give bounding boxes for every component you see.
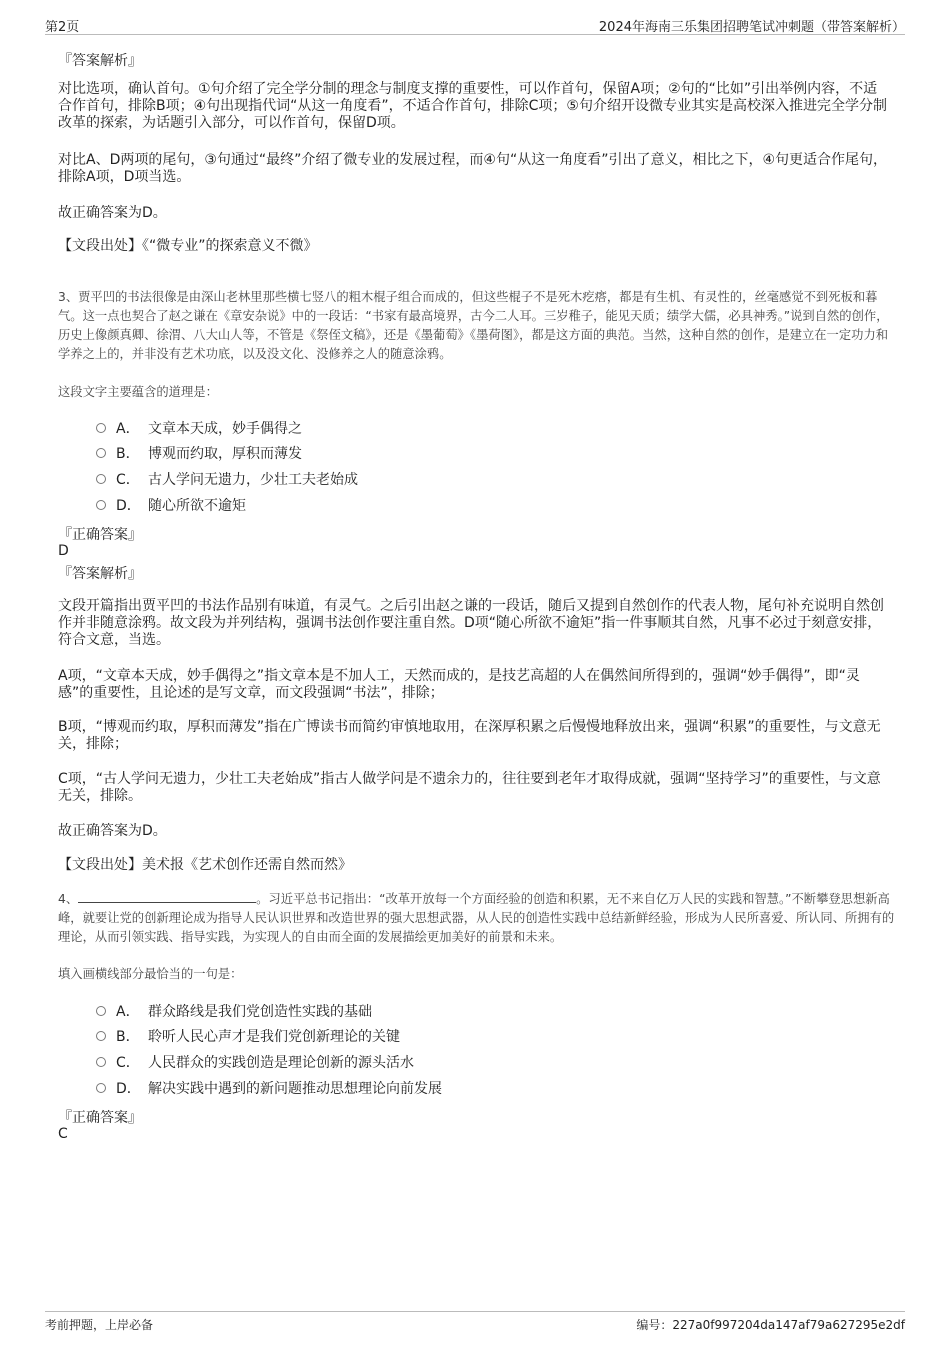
- q3-option-d[interactable]: D． 随心所欲不逾矩: [96, 495, 246, 515]
- page-number: 第2页: [45, 20, 80, 35]
- radio-icon[interactable]: [96, 423, 106, 433]
- footer-slogan: 考前押题，上岸必备: [45, 1318, 154, 1332]
- q4-option-b[interactable]: B． 聆听人民心声才是我们党创新理论的关键: [96, 1026, 400, 1046]
- radio-icon[interactable]: [96, 500, 106, 510]
- q3-option-a[interactable]: A． 文章本天成，妙手偶得之: [96, 418, 302, 438]
- q4-option-c[interactable]: C． 人民群众的实践创造是理论创新的源头活水: [96, 1052, 414, 1072]
- page-header: [45, 14, 905, 35]
- radio-icon[interactable]: [96, 1083, 106, 1093]
- q3-answer-statement: 故正确答案为D。: [58, 823, 167, 839]
- q2-analysis-label: 『答案解析』: [58, 53, 142, 69]
- q4-correct-answer: C: [58, 1126, 68, 1142]
- q3-analysis-label: 『答案解析』: [58, 566, 142, 582]
- q3-correct-answer: D: [58, 543, 69, 559]
- radio-icon[interactable]: [96, 474, 106, 484]
- document-code: 编号：227a0f997204da147af79a627295e2df: [636, 1318, 905, 1332]
- q3-source: 【文段出处】美术报《艺术创作还需自然而然》: [58, 857, 352, 873]
- q4-stem: 4、 。习近平总书记指出：“改革开放每一个方面经验的创造和积累，无不来自亿万人民的实践和智慧。”不断攀登思想新高峰，就要让党的创新理论成为指导人民认识世界和改造世界的强大思想武器，从人民的创造性实践中总结新鲜经验，形成为人民所喜爱、所认同、所拥有的理论，从而引领实践、指导实践，为实现人的自由而全面的发展描绘更加美好的前景和未来。: [58, 892, 895, 944]
- q4-option-a[interactable]: A． 群众路线是我们党创造性实践的基础: [96, 1001, 372, 1021]
- page-footer: [45, 1311, 905, 1336]
- radio-icon[interactable]: [96, 1057, 106, 1067]
- radio-icon[interactable]: [96, 1006, 106, 1016]
- radio-icon[interactable]: [96, 448, 106, 458]
- q2-analysis-para-1: 对比选项，确认首句。①句介绍了完全学分制的理念与制度支撑的重要性，可以作首句，保留A项；②句的“比如”引出举例内容，不适合作首句，排除B项；④句出现指代词“从这一角度看”，不适合作首句，排除C项；⑤句介绍开设微专业其实是高校深入推进完全学分制改革的探索，为话题引入部分，可以作首句，保留D项。: [58, 81, 887, 131]
- q3-stem: 3、贾平凹的书法很像是由深山老林里那些横七竖八的粗木棍子组合而成的，但这些棍子不是死木疙瘩，都是有生机、有灵性的，丝毫感觉不到死板和暮气。这一点也契合了赵之谦在《章安杂说》中的一段话：“书家有最高境界，古今二人耳。三岁稚子，能见天质；绩学大儒，必具神秀。”说到自然的创作，历史上像颜真卿、徐渭、八大山人等，不管是《祭侄文稿》，还是《墨葡萄》《墨荷图》，都是这方面的典范。当然，这种自然的创作，是建立在一定功力和学养之上的，并非没有艺术功底，以及没文化、没修养之人的随意涂鸦。: [58, 290, 889, 361]
- document-title: 2024年海南三乐集团招聘笔试冲刺题（带答案解析）: [598, 20, 905, 35]
- q3-prompt: 这段文字主要蕴含的道理是：: [58, 385, 218, 399]
- q4-prompt: 填入画横线部分最恰当的一句是：: [58, 967, 243, 981]
- radio-icon[interactable]: [96, 1031, 106, 1041]
- q2-analysis-para-2: 对比A、D两项的尾句，③句通过“最终”介绍了微专业的发展过程，而④句“从这一角度看”引出了意义，相比之下，④句更适合作尾句，排除A项，D项当选。: [58, 152, 888, 185]
- q3-correct-label: 『正确答案』: [58, 527, 142, 543]
- q3-option-c[interactable]: C． 古人学问无遗力，少壮工夫老始成: [96, 469, 358, 489]
- q2-answer-statement: 故正确答案为D。: [58, 205, 167, 221]
- q2-source: 【文段出处】《“微专业”的探索意义不微》: [58, 238, 318, 254]
- fill-in-blank[interactable]: [78, 890, 256, 903]
- q3-analysis-para-2: A项，“文章本天成，妙手偶得之”指文章本是不加人工，天然而成的，是技艺高超的人在偶然间所得到的，强调“妙手偶得”，即“灵感”的重要性，且论述的是写文章，而文段强调“书法”，排除；: [58, 668, 860, 701]
- q4-correct-label: 『正确答案』: [58, 1110, 142, 1126]
- q3-analysis-para-3: B项，“博观而约取，厚积而薄发”指在广博读书而简约审慎地取用，在深厚积累之后慢慢地释放出来，强调“积累”的重要性，与文意无关，排除；: [58, 719, 881, 752]
- q3-option-b[interactable]: B． 博观而约取，厚积而薄发: [96, 443, 302, 463]
- q4-option-d[interactable]: D． 解决实践中遇到的新问题推动思想理论向前发展: [96, 1078, 442, 1098]
- q3-analysis-para-1: 文段开篇指出贾平凹的书法作品别有味道，有灵气。之后引出赵之谦的一段话，随后又提到自然创作的代表人物，尾句补充说明自然创作并非随意涂鸦。故文段为并列结构，强调书法创作要注重自然。D项“随心所欲不逾矩”指一件事顺其自然，凡事不必过于刻意安排，符合文意，当选。: [58, 598, 884, 648]
- q3-analysis-para-4: C项，“古人学问无遗力，少壮工夫老始成”指古人做学问是不遗余力的，往往要到老年才取得成就，强调“坚持学习”的重要性，与文意无关，排除。: [58, 771, 881, 804]
